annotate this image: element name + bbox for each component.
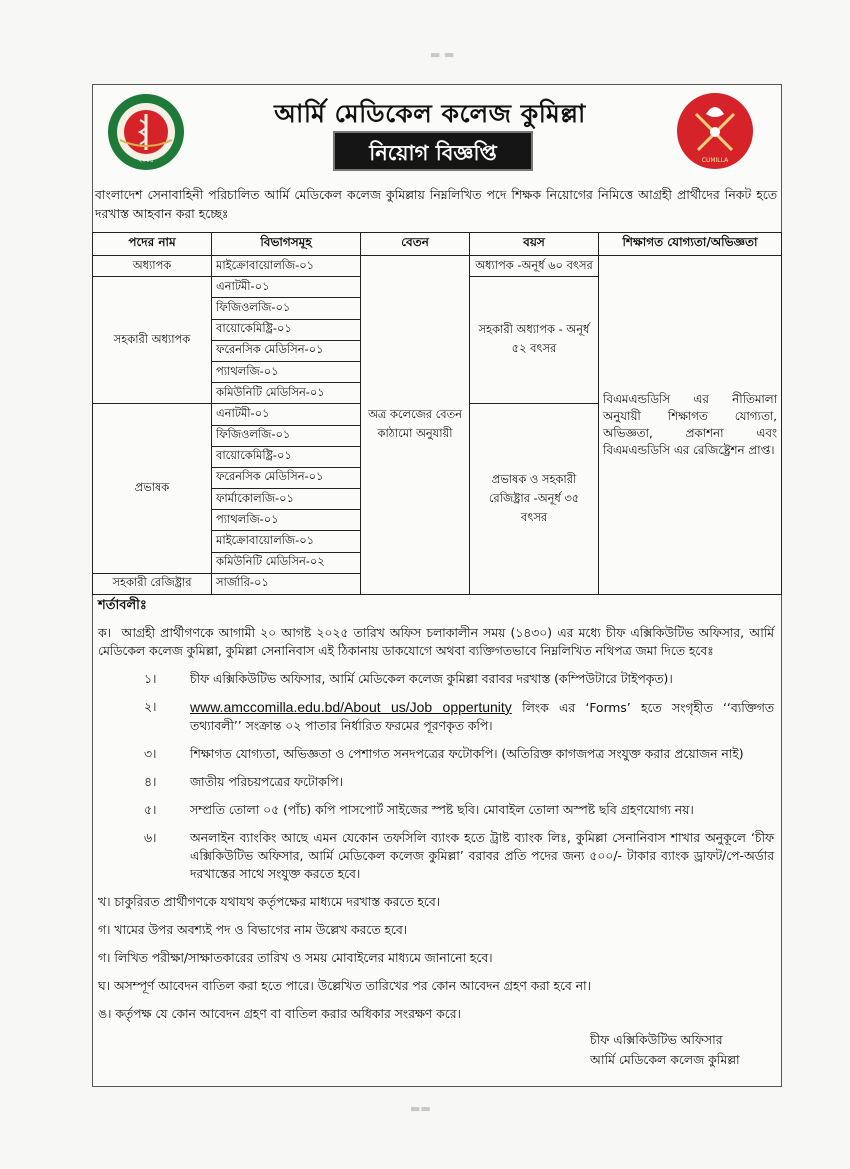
list-item [144,801,774,819]
logo-year-text: ২০১৪ [138,157,154,164]
dept-cell: কমিউনিটি মেডিসিন-০১ [212,383,361,404]
table-row [93,256,782,277]
bleed-through-mark: ▬ ▬ [430,48,455,61]
signature-org: আর্মি মেডিকেল কলেজ কুমিল্লা [590,1052,740,1067]
list-item [144,670,774,688]
age-lecturer: প্রভাষক ও সহকারী রেজিষ্ট্রার -অনূর্ধ ৩৫ বৎসর [470,404,599,595]
post-professor: অধ্যাপক [93,256,212,277]
page-title: আর্মি মেডিকেল কলেজ কুমিল্লা [274,99,586,128]
header-qualification: শিক্ষাগত যোগ্যতা/অভিজ্ঞতা [599,233,782,256]
item-text: সম্প্রতি তোলা ০৫ (পাঁচ) কপি পাসপোর্ট সাইজের স্পষ্ট ছবি। মোবাইল তোলা অস্পষ্ট ছবি গ্রহণযোগ্য নয়। [190,803,694,817]
term-kha: খ। চাকুরিরত প্রার্থীগণকে যথাযথ কর্তৃপক্ষের মাধ্যমে দরখাস্ত করতে হবে। [98,895,441,909]
term-text: আগ্রহী প্রার্থীগণকে আগামী ২০ আগষ্ট ২০২৫ তারিখ অফিস চলাকালীন সময় (১৪৩০) এর মধ্যে চীফ এক্সিকিউটিভ অফিসার, আর্মি মেডিকেল কলেজ কুমিল্লা, কুমিল্লা সেনানিবাস এই ঠিকানায় ডাকযোগে অথবা ব্যক্তিগতভাবে নিম্নলিখিত নথিপত্র জমা দিতে হবেঃ [98,626,774,658]
term-ka [98,624,774,660]
post-assistant-registrar: সহকারী রেজিষ্ট্রার [93,573,212,594]
item-text: লিংক এর ‘Forms’ হতে সংগৃহীত ‘‘ব্যক্তিগত তথ্যাবলী’’ সংক্রান্ত ০২ পাতার নির্ধারিত ফরমের পূরণকৃত কপি। [190,701,774,733]
dept-cell: ফিজিওলজি-০১ [212,298,361,319]
header-salary: বেতন [361,233,470,256]
list-item [144,698,774,735]
item-number: ৩। [144,747,157,761]
salary-cell: অত্র কলেজের বেতন কাঠামো অনুযায়ী [361,256,470,595]
item-number: ২। [144,700,157,714]
dept-cell: ফরেনসিক মেডিসিন-০১ [212,467,361,488]
header-post: পদের নাম [93,233,212,256]
signature-block [590,1030,780,1070]
intro-paragraph: বাংলাদেশ সেনাবাহিনী পরিচালিত আর্মি মেডিকেল কলেজ কুমিল্লায় নিম্নলিখিত পদে শিক্ষক নিয়োগের নিমিত্তে আগ্রহী প্রার্থীদের নিকট হতে দরখাস্ত আহবান করা হচ্ছেঃ [95,187,777,221]
item-text: শিক্ষাগত যোগ্যতা, অভিজ্ঞতা ও পেশাগত সনদপত্রের ফটোকপি। (অতিরিক্ত কাগজপত্র সংযুক্ত করার প্রয়োজন নাই) [190,747,744,761]
dept-cell: ফরেনসিক মেডিসিন-০১ [212,340,361,361]
item-number: ৬। [144,831,157,845]
vacancy-table [92,232,782,595]
age-professor: অধ্যাপক -অনূর্ধ ৬০ বৎসর [470,256,599,277]
job-link[interactable]: www.amccomilla.edu.bd/About us/Job oppertunity [190,699,512,715]
dept-cell: মাইক্রোবায়োলজি-০১ [212,531,361,552]
terms-section [98,597,774,1033]
terms-heading: শর্তাবলীঃ [98,598,147,613]
list-item [144,773,774,791]
item-number: ৪। [144,775,157,789]
post-lecturer: প্রভাষক [93,404,212,574]
item-text: চীফ এক্সিকিউটিভ অফিসার, আর্মি মেডিকেল কলেজ কুমিল্লা বরাবর দরখাস্ত (কম্পিউটারে টাইপকৃত)। [190,672,673,686]
item-text: জাতীয় পরিচয়পত্রের ফটোকপি। [190,775,344,789]
term-ga-2: গ। লিখিত পরীক্ষা/সাক্ষাতকারের তারিখ ও সময় মোবাইলের মাধ্যমে জানানো হবে। [98,951,493,965]
term-marker: ক। [98,626,112,640]
qualification-cell: বিএমএন্ডডিসি এর নীতিমালা অনুযায়ী শিক্ষাগত যোগ্যতা, অভিজ্ঞতা, প্রকাশনা এবং বিএমএন্ডডিসি এর রেজিষ্ট্রেশন প্রাপ্ত। [599,256,782,595]
college-emblem-icon [106,92,186,172]
army-emblem-icon [676,92,754,170]
dept-cell: মাইক্রোবায়োলজি-০১ [212,256,361,277]
header-age: বয়স [470,233,599,256]
age-assistant-professor: সহকারী অধ্যাপক - অনূর্ধ ৫২ বৎসর [470,277,599,404]
header-department: বিভাগসমূহ [212,233,361,256]
term-gha: ঘ। অসম্পূর্ণ আবেদন বাতিল করা হতে পারে। উল্লেখিত তারিখের পর কোন আবেদন গ্রহণ করা হবে না। [98,979,591,993]
signature-title: চীফ এক্সিকিউটিভ অফিসার [590,1032,723,1047]
dept-cell: এনাটমী-০১ [212,404,361,425]
term-umo: ঙ। কর্তৃপক্ষ যে কোন আবেদন গ্রহণ বা বাতিল করার অধিকার সংরক্ষণ করে। [98,1007,461,1021]
dept-cell: এনাটমী-০১ [212,277,361,298]
item-text: অনলাইন ব্যাংকিং আছে এমন যেকোন তফসিলি ব্যাংক হতে ট্রাষ্ট ব্যাংক লিঃ, কুমিল্লা সেনানিবাস শাখার অনুকূলে ‘চীফ এক্সিকিউটিভ অফিসার, আর্মি মেডিকেল কলেজ কুমিল্লা’ বরাবর প্রতি পদের জন্য ৫০০/- টাকার ব্যাংক ড্রাফট/পে-অর্ডার দরখাস্তের সাথে সংযুক্ত করতে হবে। [190,831,774,881]
post-assistant-professor: সহকারী অধ্যাপক [93,277,212,404]
dept-cell: সার্জারি-০১ [212,573,361,594]
item-number: ১। [144,672,157,686]
dept-cell: প্যাথলজি-০১ [212,510,361,531]
table-header-row [93,233,782,256]
dept-cell: বায়োকেমিষ্ট্রি-০১ [212,446,361,467]
dept-cell: বায়োকেমিষ্ট্রি-০১ [212,319,361,340]
dept-cell: প্যাথলজি-০১ [212,361,361,382]
logo-caption-text: CUMILLA [701,157,729,164]
dept-cell: ফিজিওলজি-০১ [212,425,361,446]
dept-cell: ফার্মাকোলজি-০১ [212,489,361,510]
list-item [144,745,774,763]
bleed-through-mark: ▬▬ [410,1102,431,1115]
term-ga: গ। খামের উপর অবশ্যই পদ ও বিভাগের নাম উল্লেখ করতে হবে। [98,923,408,937]
dept-cell: কমিউনিটি মেডিসিন-০২ [212,552,361,573]
list-item [144,829,774,883]
item-number: ৫। [144,803,157,817]
notice-label: নিয়োগ বিজ্ঞপ্তি [333,131,533,171]
